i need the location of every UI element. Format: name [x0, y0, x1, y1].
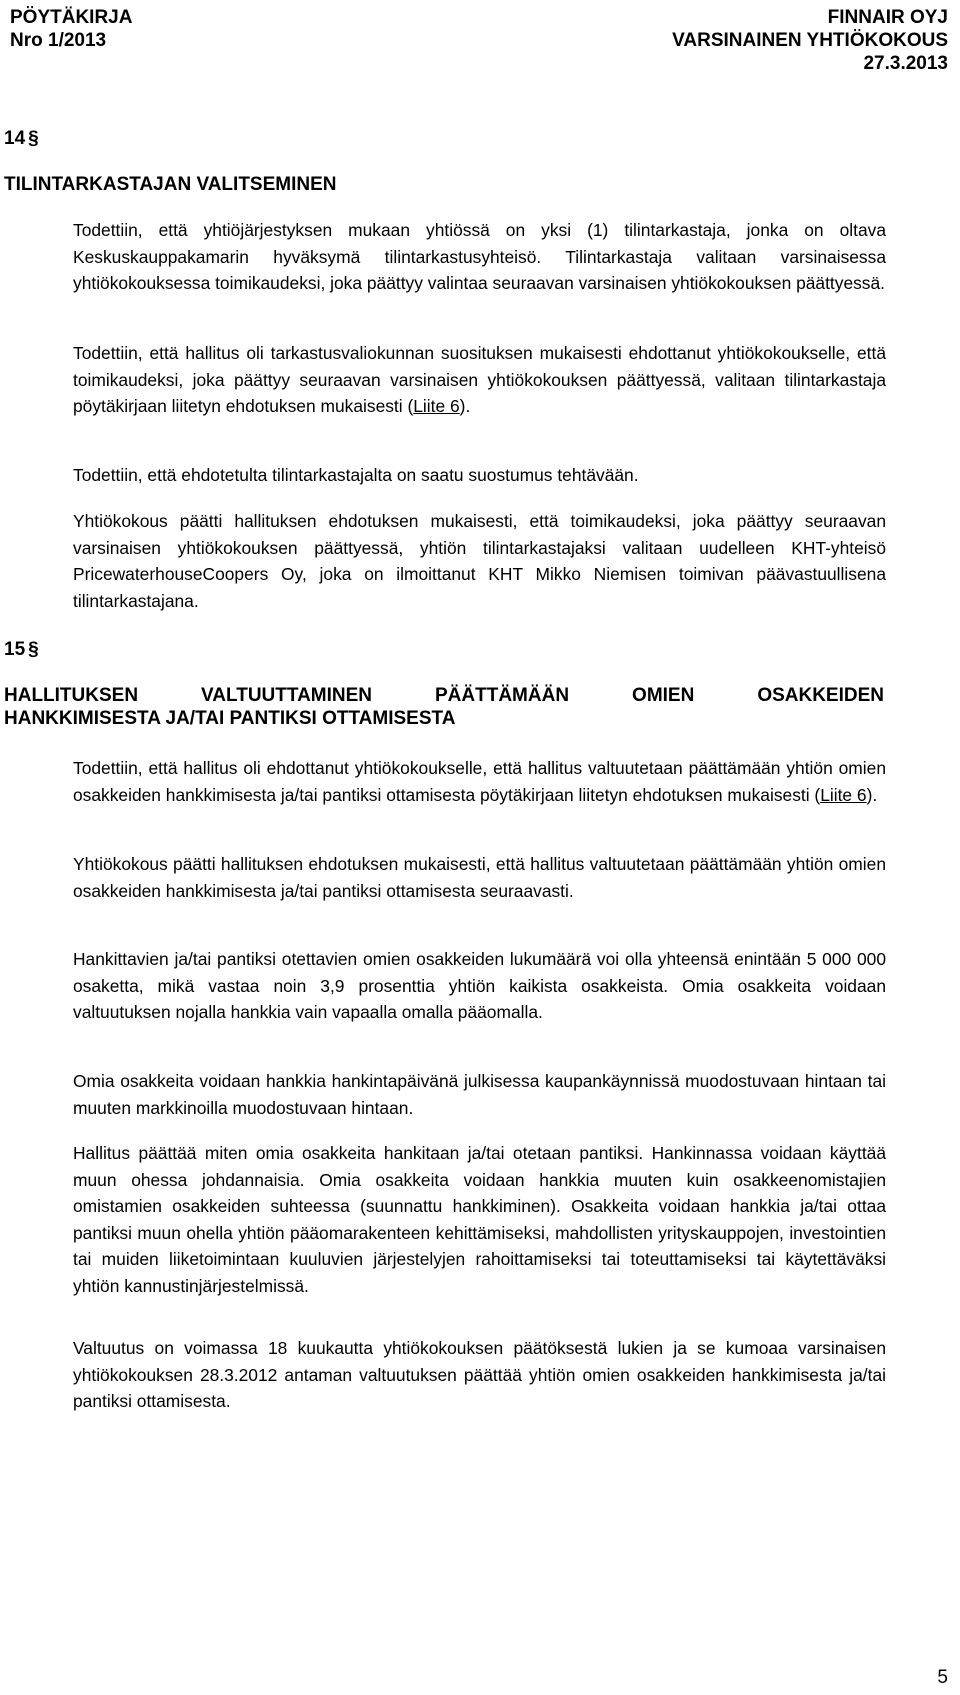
- paragraph-text-end: ).: [459, 396, 471, 416]
- section-14-paragraph-3: Todettiin, että ehdotetulta tilintarkastajalta on saatu suostumus tehtävään.: [73, 465, 639, 485]
- paragraph-text-end: ).: [866, 784, 878, 805]
- appendix-6-link[interactable]: Liite 6: [820, 784, 867, 805]
- section-15-title-line-1: HALLITUKSEN VALTUUTTAMINEN PÄÄTTÄMÄÄN OMIEN OSAKKEIDEN: [4, 685, 884, 706]
- section-number-text: 14: [4, 128, 26, 149]
- section-14-paragraph-1: Todettiin, että yhtiöjärjestyksen mukaan yhtiössä on yksi (1) tilintarkastaja, jonka on oltava Keskuskauppakamarin hyväksymä tilintarkastusyhteisö. Tilintarkastaja valitaan varsinaisessa yhtiökokouksessa toimikaudeksi, joka päättyy valintaa seuraavan varsinaisen yhtiökokouksen päättyessä.: [73, 220, 886, 293]
- section-15-paragraph-6: Valtuutus on voimassa 18 kuukautta yhtiökokouksen päätöksestä lukien ja se kumoaa varsinaisen yhtiökokouksen 28.3.2012 antaman valtuutuksen päättää yhtiön omien osakkeiden hankkimisesta ja/tai pantiksi ottamisesta.: [73, 1338, 886, 1411]
- section-number-text: 15: [4, 639, 26, 660]
- section-14-paragraph-4: Yhtiökokous päätti hallituksen ehdotuksen mukaisesti, että toimikaudeksi, joka päättyy seuraavan varsinaisen yhtiökokouksen päättyessä, yhtiön tilintarkastajaksi valitaan uudelleen KHT-yhteisö PricewaterhouseCoopers Oy, joka on ilmoittanut KHT Mikko Niemisen toimivan päävastuullisena tilintarkastajana.: [73, 511, 886, 611]
- appendix-6-link[interactable]: Liite 6: [413, 396, 460, 416]
- paragraph-text: Todettiin, että hallitus oli tarkastusvaliokunnan suosituksen mukaisesti ehdottanut yhtiökokoukselle, että toimikaudeksi, joka päättyy seuraavan varsinaisen yhtiökokouksen päättyessä, valitaan tilintarkastaja pöytäkirjaan liitetyn ehdotuksen mukaisesti (: [73, 343, 886, 416]
- meeting-date: 27.3.2013: [863, 53, 948, 74]
- section-15-paragraph-4: Omia osakkeita voidaan hankkia hankintapäivänä julkisessa kaupankäynnissä muodostuvaan hintaan tai muuten markkinoilla muodostuvaan hintaan.: [73, 1071, 886, 1118]
- section-mark: §: [28, 639, 39, 660]
- document-header-right: [672, 6, 948, 75]
- section-14-title: TILINTARKASTAJAN VALITSEMINEN: [4, 174, 337, 195]
- document-header-left: [10, 6, 132, 52]
- section-15-paragraph-2: Yhtiökokous päätti hallituksen ehdotuksen mukaisesti, että hallitus valtuutetaan päättämään yhtiön omien osakkeiden hankkimisesta ja/tai pantiksi ottamisesta seuraavasti.: [73, 854, 886, 901]
- document-type: PÖYTÄKIRJA: [10, 7, 133, 28]
- meeting-name: VARSINAINEN YHTIÖKOKOUS: [672, 30, 948, 51]
- section-15-paragraph-1: [73, 755, 886, 808]
- document-number: Nro 1/2013: [10, 30, 107, 51]
- company-name: FINNAIR OYJ: [827, 7, 948, 28]
- section-mark: §: [28, 128, 39, 149]
- section-15-paragraph-3: Hankittavien ja/tai pantiksi otettavien omien osakkeiden lukumäärä voi olla yhteensä enintään 5 000 000 osaketta, mikä vastaa noin 3,9 prosenttia yhtiön kaikista osakkeista. Omia osakkeita voidaan valtuutuksen nojalla hankkia vain vapaalla omalla pääomalla.: [73, 949, 886, 1022]
- section-14-number: [4, 127, 39, 151]
- section-14-paragraph-2: [73, 340, 886, 420]
- page-number: 5: [937, 1667, 948, 1688]
- section-15-paragraph-5: Hallitus päättää miten omia osakkeita hankitaan ja/tai otetaan pantiksi. Hankinnassa voidaan käyttää muun ohessa johdannaisia. Omia osakkeita voidaan hankkia muuten kuin osakkeenomistajien omistamien osakkeiden suhteessa (suunnattu hankkiminen). Osakkeita voidaan hankkia ja/tai ottaa pantiksi muun ohella yhtiön pääomarakenteen kehittämiseksi, mahdollisten yrityskauppojen, investointien tai muiden liiketoimintaan kuuluvien järjestelyjen rahoittamiseksi tai toteuttamiseksi tai käytettäväksi yhtiön kannustinjärjestelmissä.: [73, 1143, 886, 1296]
- section-15-number: [4, 638, 39, 662]
- section-15-title-line-2: HANKKIMISESTA JA/TAI PANTIKSI OTTAMISESTA: [4, 708, 456, 729]
- paragraph-text: Todettiin, että hallitus oli ehdottanut yhtiökokoukselle, että hallitus valtuutetaan päättämään yhtiön omien osakkeiden hankkimisesta ja/tai pantiksi ottamisesta pöytäkirjaan liitetyn ehdotuksen mukaisesti (: [73, 758, 886, 805]
